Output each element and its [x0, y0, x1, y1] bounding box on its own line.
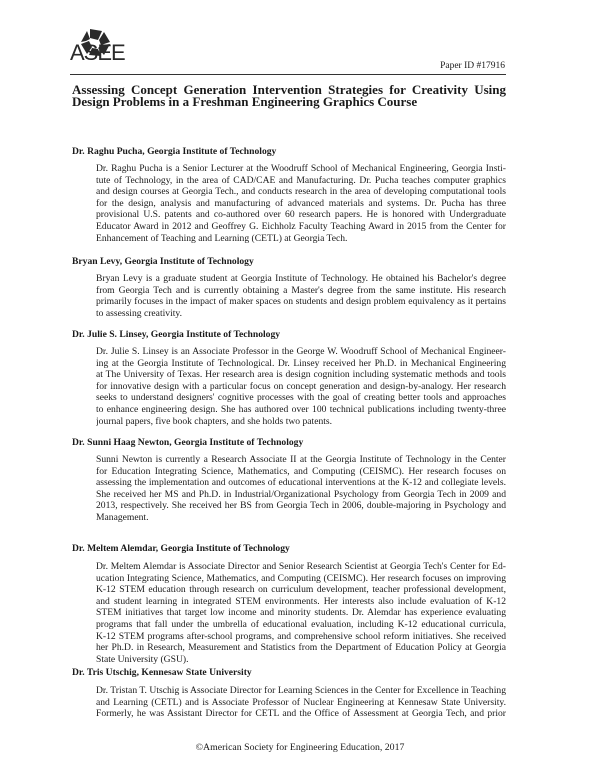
- bio-line: and student learning in integrated STEM environments. Her interests also include evaluation of K-12: [96, 595, 506, 607]
- bio-line: for innovative design with a particular focus on concept generation and design-by-analogy. Her research: [96, 380, 506, 392]
- bio-line: assessing the implementation and outcomes of educational interventions at the K-12 and collegiate levels.: [96, 477, 506, 489]
- author-heading: Bryan Levy, Georgia Institute of Technology: [72, 256, 254, 267]
- bio-line: Formerly, he was Assistant Director for CETL and the Office of Assessment at Georgia Tech, and prior: [96, 708, 506, 720]
- title-line: Assessing Concept Generation Intervention Strategies for Creativity Using: [72, 82, 506, 97]
- bio-line: to assessing creativity.: [96, 307, 182, 319]
- bio-line: for the design, analysis and manufacturing of advanced materials and systems. Dr. Pucha has three: [96, 197, 506, 209]
- bio-line: ing at the Georgia Institute of Technological. Dr. Linsey received her Ph.D. in Mechanical Engineering: [96, 357, 506, 369]
- bio-line: K-12 STEM education through research on curriculum development, teacher professional development,: [96, 584, 506, 596]
- bio-line: provisional U.S. patents and co-authored over 60 research papers. He is honored with Undergraduate: [96, 209, 506, 221]
- bio-line: journal papers, five book chapters, and she holds two patents.: [96, 415, 333, 427]
- header-rule: [70, 74, 506, 75]
- author-bio: [96, 163, 506, 244]
- author-bio: [96, 561, 506, 665]
- bio-line: for Education Integrating Science, Mathematics, and Computing (CEISMC). Her research focuses on: [96, 465, 506, 477]
- bio-line: and Learning (CETL) and is Associate Professor of Nuclear Engineering at Kennesaw State University.: [96, 696, 506, 708]
- bio-line: State University (GSU).: [96, 653, 189, 665]
- paper-id: Paper ID #17916: [440, 61, 505, 71]
- bio-line: K-12 STEM programs after-school programs, and comprehensive school reform initiatives. She received: [96, 630, 506, 642]
- bio-line: Educator Award in 2012 and Geoffrey G. Eichholz Faculty Teaching Award in 2015 from the Center for: [96, 220, 506, 232]
- paper-title: [72, 84, 506, 107]
- author-bio: [96, 346, 506, 427]
- bio-line: Dr. Tristan T. Utschig is Associate Director for Learning Sciences in the Center for Excellence in Teaching: [96, 685, 506, 696]
- author-heading: Dr. Julie S. Linsey, Georgia Institute of Technology: [72, 329, 281, 340]
- bio-line: primarily focuses in the impact of maker spaces on students and design problem equivalency as it pertains: [96, 296, 506, 308]
- bio-line: 2013, respectively. She received her BS from Georgia Tech in 2006, double-majoring in Psychology and: [96, 500, 506, 512]
- bio-line: Dr. Julie S. Linsey is an Associate Professor in the George W. Woodruff School of Mechanical Engineer-: [96, 346, 506, 357]
- asee-logo-text: ASEE: [70, 40, 125, 65]
- author-heading: Dr. Sunni Haag Newton, Georgia Institute of Technology: [72, 437, 304, 448]
- bio-line: She received her MS and Ph.D. in Industrial/Organizational Psychology from Georgia Tech in 2009 and: [96, 488, 506, 500]
- author-bio: [96, 454, 506, 524]
- bio-line: and design courses at Georgia Tech., and conducts research in the area of developing computational tools: [96, 186, 506, 198]
- bio-line: from Georgia Tech and is currently obtaining a Master's degree from the same institute. His research: [96, 284, 506, 296]
- bio-line: tute of Technology, in the area of CAD/CAE and Manufacturing. Dr. Pucha teaches computer graphics: [96, 174, 506, 186]
- author-heading: Dr. Meltem Alemdar, Georgia Institute of Technology: [72, 543, 290, 554]
- author-bio: [96, 685, 506, 720]
- bio-line: Bryan Levy is a graduate student at Georgia Institute of Technology. He obtained his Bachelor's degree: [96, 273, 506, 284]
- bio-line: Sunni Newton is currently a Research Associate II at the Georgia Institute of Technology in the Center: [96, 454, 506, 465]
- author-bio: [96, 273, 506, 319]
- bio-line: programs that fall under the umbrella of educational evaluation, including K-12 educational curricula,: [96, 618, 506, 630]
- bio-line: to enhance engineering design. She has authored over 100 technical publications including twenty-three: [96, 403, 506, 415]
- bio-line: Enhancement of Teaching and Learning (CETL) at Georgia Tech.: [96, 232, 348, 244]
- bio-line: her Ph.D. in Research, Measurement and Statistics from the Department of Education Policy at Georgia: [96, 642, 506, 654]
- title-line: Design Problems in a Freshman Engineering Graphics Course: [72, 93, 418, 109]
- bio-line: at The University of Texas. Her research area is design cognition including systematic methods and tools: [96, 369, 506, 381]
- author-heading: Dr. Raghu Pucha, Georgia Institute of Technology: [72, 146, 277, 157]
- author-heading: Dr. Tris Utschig, Kennesaw State University: [72, 667, 252, 678]
- bio-line: Management.: [96, 511, 149, 523]
- bio-line: STEM initiatives that target low income and minority students. Dr. Alemdar has experience evaluating: [96, 607, 506, 619]
- bio-line: Dr. Raghu Pucha is a Senior Lecturer at the Woodruff School of Mechanical Engineering, Georgia Insti-: [96, 163, 506, 174]
- bio-line: ucation Integrating Science, Mathematics, and Computing (CEISMC). Her research focuses on improving: [96, 572, 506, 584]
- bio-line: seeks to understand designers' cognitive processes with the goal of creating better tools and approaches: [96, 392, 506, 404]
- copyright-footer: ©American Society for Engineering Education, 2017: [195, 742, 405, 753]
- bio-line: Dr. Meltem Alemdar is Associate Director and Senior Research Scientist at Georgia Tech's Center for Ed-: [96, 561, 506, 572]
